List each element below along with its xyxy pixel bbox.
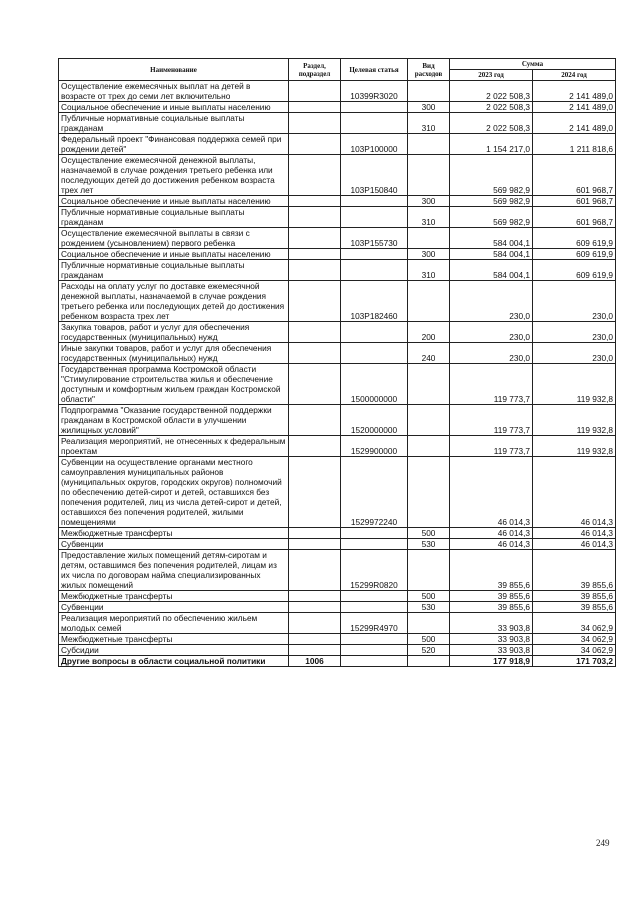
row-sum-2024: 601 968,7: [533, 207, 616, 228]
table-row: [59, 634, 616, 645]
row-name: Осуществление ежемесячной денежной выплаты, назначаемой в случае рождения третьего ребенка или последующих детей до достижения ребенком возраста трех лет: [59, 155, 289, 196]
row-section: [289, 364, 341, 405]
row-name: Другие вопросы в области социальной политики: [59, 656, 289, 667]
row-target: [341, 102, 408, 113]
row-sum-2024: 46 014,3: [533, 539, 616, 550]
row-name: Межбюджетные трансферты: [59, 528, 289, 539]
row-type: 300: [408, 196, 450, 207]
row-sum-2023: 584 004,1: [450, 249, 533, 260]
row-name: Подпрограмма "Оказание государственной поддержки гражданам в Костромской области в улучшении жилищных условий": [59, 405, 289, 436]
row-type: 500: [408, 591, 450, 602]
row-sum-2023: 2 022 508,3: [450, 81, 533, 102]
row-section: [289, 645, 341, 656]
row-type: 500: [408, 528, 450, 539]
row-name: Межбюджетные трансферты: [59, 634, 289, 645]
row-section: [289, 528, 341, 539]
row-sum-2023: 119 773,7: [450, 364, 533, 405]
table-row: [59, 602, 616, 613]
row-target: 15299R0820: [341, 550, 408, 591]
row-sum-2024: 119 932,8: [533, 436, 616, 457]
row-sum-2024: 119 932,8: [533, 405, 616, 436]
row-name: Межбюджетные трансферты: [59, 591, 289, 602]
row-section: [289, 113, 341, 134]
row-name: Публичные нормативные социальные выплаты гражданам: [59, 113, 289, 134]
budget-table: [58, 58, 616, 667]
row-sum-2024: 2 141 489,0: [533, 102, 616, 113]
row-sum-2023: 46 014,3: [450, 457, 533, 528]
row-name: Субвенции: [59, 539, 289, 550]
row-target: [341, 634, 408, 645]
row-sum-2024: 2 141 489,0: [533, 113, 616, 134]
row-target: [341, 539, 408, 550]
row-type: 200: [408, 322, 450, 343]
row-sum-2023: 584 004,1: [450, 260, 533, 281]
row-type: [408, 550, 450, 591]
row-target: 1529900000: [341, 436, 408, 457]
row-sum-2023: 230,0: [450, 343, 533, 364]
row-sum-2023: 33 903,8: [450, 645, 533, 656]
row-sum-2023: 584 004,1: [450, 228, 533, 249]
row-target: 103P182460: [341, 281, 408, 322]
row-section: [289, 539, 341, 550]
row-section: [289, 228, 341, 249]
row-sum-2023: 569 982,9: [450, 207, 533, 228]
row-name: Расходы на оплату услуг по доставке ежемесячной денежной выплаты, назначаемой в случае рождения третьего ребенка или последующих детей до достижения ребенком возраста трех лет: [59, 281, 289, 322]
table-row: [59, 550, 616, 591]
row-target: [341, 196, 408, 207]
row-name: Публичные нормативные социальные выплаты гражданам: [59, 260, 289, 281]
row-type: 310: [408, 113, 450, 134]
row-target: [341, 260, 408, 281]
row-type: [408, 134, 450, 155]
header-section: Раздел, подраздел: [289, 59, 341, 81]
row-sum-2024: 46 014,3: [533, 528, 616, 539]
header-target: Целевая статья: [341, 59, 408, 81]
row-sum-2023: 1 154 217,0: [450, 134, 533, 155]
row-sum-2024: 601 968,7: [533, 196, 616, 207]
row-type: 500: [408, 634, 450, 645]
row-target: 103P150840: [341, 155, 408, 196]
row-sum-2024: 34 062,9: [533, 634, 616, 645]
table-row: [59, 113, 616, 134]
row-section: [289, 260, 341, 281]
row-type: [408, 656, 450, 667]
row-target: [341, 591, 408, 602]
row-sum-2024: 39 855,6: [533, 602, 616, 613]
row-name: Социальное обеспечение и иные выплаты населению: [59, 196, 289, 207]
row-type: [408, 613, 450, 634]
row-sum-2023: 2 022 508,3: [450, 102, 533, 113]
row-sum-2023: 119 773,7: [450, 436, 533, 457]
row-sum-2024: 609 619,9: [533, 260, 616, 281]
row-type: [408, 155, 450, 196]
row-sum-2024: 230,0: [533, 343, 616, 364]
row-sum-2024: 609 619,9: [533, 249, 616, 260]
row-name: Публичные нормативные социальные выплаты гражданам: [59, 207, 289, 228]
row-section: [289, 155, 341, 196]
row-section: [289, 102, 341, 113]
row-type: 520: [408, 645, 450, 656]
row-sum-2023: 46 014,3: [450, 539, 533, 550]
row-type: [408, 436, 450, 457]
row-sum-2023: 33 903,8: [450, 634, 533, 645]
row-name: Субсидии: [59, 645, 289, 656]
table-body: [59, 81, 616, 667]
row-sum-2024: 609 619,9: [533, 228, 616, 249]
row-sum-2024: 39 855,6: [533, 591, 616, 602]
table-row: [59, 322, 616, 343]
row-name: Реализация мероприятий по обеспечению жильем молодых семей: [59, 613, 289, 634]
row-type: [408, 364, 450, 405]
row-section: [289, 81, 341, 102]
row-name: Социальное обеспечение и иные выплаты населению: [59, 102, 289, 113]
header-year-2024: 2024 год: [533, 70, 616, 81]
row-sum-2024: 2 141 489,0: [533, 81, 616, 102]
table-row: [59, 457, 616, 528]
row-sum-2023: 230,0: [450, 322, 533, 343]
table-row: [59, 249, 616, 260]
row-section: [289, 634, 341, 645]
row-section: [289, 249, 341, 260]
table-row: [59, 207, 616, 228]
row-section: 1006: [289, 656, 341, 667]
row-sum-2024: 34 062,9: [533, 645, 616, 656]
row-type: 310: [408, 207, 450, 228]
row-sum-2023: 39 855,6: [450, 550, 533, 591]
row-type: 310: [408, 260, 450, 281]
row-sum-2024: 1 211 818,6: [533, 134, 616, 155]
row-target: 103P155730: [341, 228, 408, 249]
row-sum-2023: 569 982,9: [450, 155, 533, 196]
row-type: 530: [408, 602, 450, 613]
row-target: 15299R4970: [341, 613, 408, 634]
row-sum-2024: 119 932,8: [533, 364, 616, 405]
table-row: [59, 228, 616, 249]
row-section: [289, 281, 341, 322]
row-target: 10399R3020: [341, 81, 408, 102]
row-sum-2023: 39 855,6: [450, 602, 533, 613]
row-section: [289, 457, 341, 528]
table-row: [59, 645, 616, 656]
row-section: [289, 207, 341, 228]
row-target: [341, 249, 408, 260]
row-sum-2024: 46 014,3: [533, 457, 616, 528]
table-row: [59, 436, 616, 457]
row-type: [408, 81, 450, 102]
row-name: Иные закупки товаров, работ и услуг для обеспечения государственных (муниципальных) нужд: [59, 343, 289, 364]
row-name: Осуществление ежемесячной выплаты в связи с рождением (усыновлением) первого ребенка: [59, 228, 289, 249]
row-target: [341, 113, 408, 134]
row-name: Предоставление жилых помещений детям-сиротам и детям, оставшимся без попечения родителей, лицам из их числа по договорам найма специализированных жилых помещений: [59, 550, 289, 591]
row-target: 1520000000: [341, 405, 408, 436]
row-sum-2023: 569 982,9: [450, 196, 533, 207]
header-type: Вид расходов: [408, 59, 450, 81]
row-target: 1500000000: [341, 364, 408, 405]
table-row: [59, 260, 616, 281]
row-sum-2023: 230,0: [450, 281, 533, 322]
row-section: [289, 550, 341, 591]
row-target: 103P100000: [341, 134, 408, 155]
row-name: Субвенции на осуществление органами местного самоуправления муниципальных районов (муниципальных округов, городских округов) полномочий по обеспечению детей-сирот и детей, оставшихся без попечения родителей, лиц из числа детей-сирот и детей, оставшихся без попечения родителей, жилыми помещениями: [59, 457, 289, 528]
header-name: Наименование: [59, 59, 289, 81]
row-type: 530: [408, 539, 450, 550]
row-section: [289, 591, 341, 602]
table-row: [59, 539, 616, 550]
row-target: [341, 207, 408, 228]
page-number: 249: [596, 838, 610, 848]
row-name: Субвенции: [59, 602, 289, 613]
table-row: [59, 343, 616, 364]
row-sum-2023: 177 918,9: [450, 656, 533, 667]
table-row: [59, 528, 616, 539]
row-target: 1529972240: [341, 457, 408, 528]
table-row: [59, 405, 616, 436]
row-sum-2024: 39 855,6: [533, 550, 616, 591]
table-row: [59, 364, 616, 405]
table-row: [59, 134, 616, 155]
header-year-2023: 2023 год: [450, 70, 533, 81]
row-name: Закупка товаров, работ и услуг для обеспечения государственных (муниципальных) нужд: [59, 322, 289, 343]
row-section: [289, 196, 341, 207]
table-row: [59, 281, 616, 322]
row-sum-2024: 34 062,9: [533, 613, 616, 634]
row-sum-2023: 2 022 508,3: [450, 113, 533, 134]
row-name: Осуществление ежемесячных выплат на детей в возрасте от трех до семи лет включительно: [59, 81, 289, 102]
row-name: Социальное обеспечение и иные выплаты населению: [59, 249, 289, 260]
row-section: [289, 613, 341, 634]
row-type: [408, 228, 450, 249]
row-sum-2024: 601 968,7: [533, 155, 616, 196]
row-section: [289, 405, 341, 436]
row-type: 240: [408, 343, 450, 364]
row-target: [341, 645, 408, 656]
table-row: [59, 196, 616, 207]
table-row: [59, 81, 616, 102]
header-sum: Сумма: [450, 59, 616, 70]
table-header-row: [59, 59, 616, 70]
row-sum-2024: 171 703,2: [533, 656, 616, 667]
row-target: [341, 602, 408, 613]
table-row: [59, 656, 616, 667]
row-sum-2023: 39 855,6: [450, 591, 533, 602]
row-type: [408, 457, 450, 528]
row-sum-2024: 230,0: [533, 281, 616, 322]
row-sum-2023: 46 014,3: [450, 528, 533, 539]
row-section: [289, 436, 341, 457]
row-target: [341, 343, 408, 364]
table-row: [59, 613, 616, 634]
row-name: Федеральный проект "Финансовая поддержка семей при рождении детей": [59, 134, 289, 155]
row-section: [289, 343, 341, 364]
row-sum-2024: 230,0: [533, 322, 616, 343]
row-type: 300: [408, 102, 450, 113]
row-type: [408, 281, 450, 322]
row-target: [341, 322, 408, 343]
row-section: [289, 134, 341, 155]
row-type: [408, 405, 450, 436]
row-target: [341, 528, 408, 539]
table-row: [59, 102, 616, 113]
row-sum-2023: 119 773,7: [450, 405, 533, 436]
row-sum-2023: 33 903,8: [450, 613, 533, 634]
row-section: [289, 602, 341, 613]
row-target: [341, 656, 408, 667]
row-type: 300: [408, 249, 450, 260]
row-name: Реализация мероприятий, не отнесенных к федеральным проектам: [59, 436, 289, 457]
table-row: [59, 591, 616, 602]
row-section: [289, 322, 341, 343]
table-row: [59, 155, 616, 196]
row-name: Государственная программа Костромской области "Стимулирование строительства жилья и обеспечение доступным и комфортным жильем граждан Костромской области": [59, 364, 289, 405]
